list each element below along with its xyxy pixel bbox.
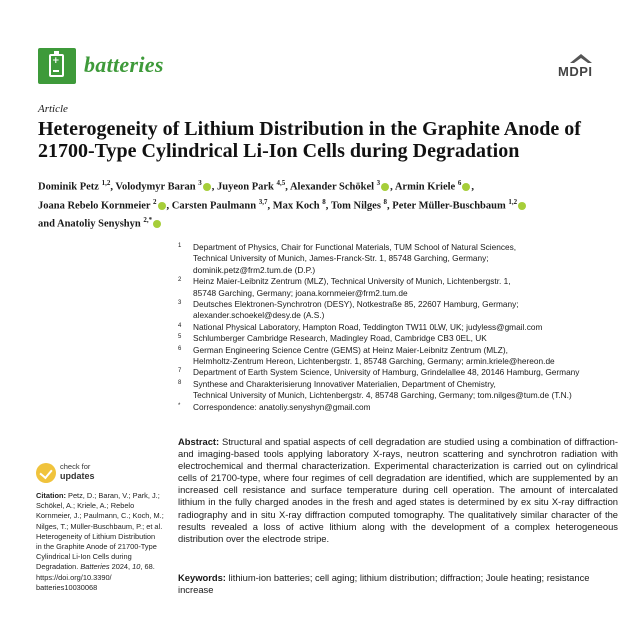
- affiliation-line: Synthese and Charakterisierung Innovativer Materialien, Department of Chemistry,: [193, 378, 496, 389]
- author-affil-sup: 3,7: [258, 197, 268, 206]
- abstract-text: Structural and spatial aspects of cell degradation are studied using a combination of diffraction-and imaging-based tools applying laboratory X-rays, neutron scattering and synchrotron radiation with electrochemical and thermal characterization. Experimental characterization is carried out on cylindrical cells of 21700-type, where four regimes of cell degradation are identified, which are supplemented by an increased cell resistance and surface temperature during cell operation. The amount of intercalated lithium in the fully charged anodes in the fresh and aged states is determined by ex situ X-ray diffraction radiography and in situ X-ray diffraction computed tomography. The qualitatively similar character of the results revealed a loss of active lithium along with the development of a complex heterogeneous distribution over the electrode stripe.: [178, 436, 618, 544]
- citation-line: Citation: Petz, D.; Baran, V.; Park, J.;: [36, 491, 160, 500]
- affiliation-item: [178, 367, 618, 378]
- affiliation-number: 4: [178, 322, 182, 329]
- affiliation-text: [193, 276, 618, 299]
- affiliation-list: [178, 242, 618, 413]
- author-affil-sup: 8: [383, 197, 388, 206]
- abstract: [178, 436, 618, 545]
- author-conjunction: and: [38, 218, 57, 230]
- publisher-logo: [556, 54, 606, 88]
- affiliation-text: [193, 322, 618, 333]
- orcid-icon[interactable]: [381, 183, 389, 191]
- author-affil-sup: 4,5: [276, 179, 286, 187]
- affiliation-line: alexander.schoekel@desy.de (A.S.): [193, 310, 325, 321]
- affiliation-text: [193, 367, 618, 378]
- affiliation-text: [193, 242, 618, 276]
- keywords-label: Keywords:: [178, 572, 226, 583]
- publisher-name: MDPI: [558, 64, 593, 79]
- orcid-icon[interactable]: [158, 202, 166, 210]
- affiliation-line: Department of Earth System Science, University of Hamburg, Grindelallee 48, 20146 Hamburg, Germany: [193, 367, 580, 378]
- affiliation-number: *: [178, 402, 181, 409]
- author-name[interactable]: Carsten Paulmann: [171, 200, 259, 211]
- citation-line: Kornmeier, J.; Paulmann, C.; Koch, M.;: [36, 511, 164, 521]
- citation-line[interactable]: https://doi.org/10.3390/: [36, 572, 112, 582]
- citation-line: Cylindrical Li-Ion Cells during: [36, 552, 132, 562]
- affiliation-line: Technical University of Munich, James-Franck-Str. 1, 85748 Garching, Germany;: [193, 253, 489, 264]
- affiliation-text: [193, 299, 618, 322]
- check-updates-badge[interactable]: [36, 461, 116, 493]
- affiliation-number: 3: [178, 300, 182, 307]
- affiliation-line: Technical University of Munich, Lichtenbergstr. 4, 85748 Garching, Germany; tom.nilges@tum.de (T.N.): [193, 390, 572, 401]
- article-type: Article: [38, 103, 68, 115]
- author-name[interactable]: Volodymyr Baran: [115, 181, 199, 193]
- affiliation-item: [178, 345, 618, 368]
- article-title: Heterogeneity of Lithium Distribution in the Graphite Anode of 21700-Type Cylindrical Li-Ion Cells during Degradation: [38, 118, 581, 162]
- citation-line: in the Graphite Anode of 21700-Type: [36, 542, 157, 552]
- author-name[interactable]: Juyeon Park: [217, 181, 277, 193]
- author-affil-sup: 1,2: [101, 179, 111, 187]
- citation-block: [36, 491, 170, 593]
- citation-line[interactable]: batteries10030068: [36, 582, 98, 592]
- keywords: [178, 572, 618, 596]
- author-separator: ,: [387, 200, 390, 211]
- citation-line: Nilges, T.; Müller-Buschbaum, P.; et al.: [36, 521, 163, 531]
- author-name[interactable]: Max Koch: [272, 200, 323, 211]
- orcid-icon[interactable]: [462, 183, 470, 191]
- orcid-icon[interactable]: [203, 183, 211, 191]
- orcid-icon[interactable]: [153, 220, 161, 228]
- check-icon: [36, 463, 56, 483]
- affiliation-item: [178, 379, 618, 402]
- author-separator: ,: [110, 181, 113, 193]
- affiliation-line: Schlumberger Cambridge Research, Madingley Road, Cambridge CB3 0EL, UK: [193, 333, 487, 344]
- affiliation-item: [178, 322, 618, 333]
- author-name[interactable]: Joana Rebelo Kornmeier: [38, 200, 153, 211]
- author-name[interactable]: Alexander Schökel: [289, 181, 377, 193]
- author-affil-sup: 8: [322, 197, 326, 206]
- affiliation-item: [178, 242, 618, 276]
- affiliation-text: [193, 345, 618, 368]
- author-separator: ,: [267, 200, 271, 211]
- author-affil-sup: 6: [457, 179, 462, 187]
- updates-line1: check for: [60, 462, 91, 471]
- author-separator: ,: [211, 181, 215, 193]
- author-affil-sup: 2,*: [143, 216, 153, 224]
- affiliation-text: [193, 402, 618, 413]
- affiliation-line: Correspondence: anatoliy.senyshyn@gmail.com: [193, 401, 371, 412]
- journal-logo-icon: +: [38, 48, 76, 84]
- author-name[interactable]: Anatoliy Senyshyn: [56, 218, 144, 230]
- author-affil-sup: 3: [198, 179, 202, 187]
- citation-line: Heterogeneity of Lithium Distribution: [36, 531, 156, 541]
- keywords-text: lithium-ion batteries; cell aging; lithium distribution; diffraction; Joule heating; resistance increase: [178, 572, 590, 596]
- author-name[interactable]: Peter Müller-Buschbaum: [392, 200, 509, 211]
- author-list: [38, 176, 618, 232]
- affiliation-item: [178, 276, 618, 299]
- author-name[interactable]: Armin Kriele: [394, 181, 458, 193]
- journal-name: batteries: [84, 52, 164, 77]
- affiliation-item: [178, 402, 618, 413]
- affiliation-number: 2: [178, 277, 182, 284]
- author-name[interactable]: Tom Nilges: [330, 200, 384, 211]
- orcid-icon[interactable]: [518, 202, 526, 210]
- affiliation-number: 5: [178, 334, 182, 341]
- affiliation-line: Heinz Maier-Leibnitz Zentrum (MLZ), Technical University of Munich, Lichtenbergstr. 1,: [193, 276, 511, 287]
- affiliation-line: Department of Physics, Chair for Functional Materials, TUM School of Natural Sciences,: [193, 242, 517, 252]
- author-separator: ,: [285, 181, 288, 193]
- author-affil-sup: 1,2: [508, 197, 518, 206]
- author-affil-sup: 2: [153, 197, 157, 206]
- affiliation-line: German Engineering Science Centre (GEMS) at Heinz Maier-Leibnitz Zentrum (MLZ),: [193, 344, 508, 355]
- citation-line: Degradation. Batteries 2024, 10, 68.: [36, 562, 155, 572]
- affiliation-number: 8: [178, 379, 182, 386]
- affiliation-line: 85748 Garching, Germany; joana.kornmeier@frm2.tum.de: [193, 287, 408, 298]
- author-separator: ,: [471, 181, 474, 193]
- affiliation-item: [178, 299, 618, 322]
- affiliation-number: 7: [178, 368, 182, 375]
- affiliation-number: 6: [178, 345, 182, 352]
- author-separator: ,: [390, 181, 393, 193]
- affiliation-line: Deutsches Elektronen-Synchrotron (DESY), Notkestraße 85, 22607 Hamburg, Germany;: [193, 299, 519, 310]
- author-separator: ,: [325, 200, 329, 211]
- affiliation-text: [193, 333, 618, 344]
- author-separator: ,: [166, 200, 170, 211]
- updates-line2: updates: [60, 471, 95, 481]
- affiliation-number: 1: [178, 243, 182, 249]
- affiliation-line: Helmholtz-Zentrum Hereon, Lichtenbergstr. 1, 85748 Garching, Germany; armin.kriele@hereon.de: [193, 356, 555, 367]
- author-name[interactable]: Dominik Petz: [38, 181, 102, 193]
- citation-line: Schökel, A.; Kriele, A.; Rebelo: [36, 501, 135, 511]
- affiliation-line: National Physical Laboratory, Hampton Road, Teddington TW11 0LW, UK; judyless@gmail.com: [193, 321, 543, 332]
- affiliation-item: [178, 333, 618, 344]
- affiliation-text: [193, 379, 618, 402]
- affiliation-line: dominik.petz@frm2.tum.de (D.P.): [193, 264, 316, 275]
- abstract-label: Abstract:: [178, 436, 220, 447]
- author-affil-sup: 3: [376, 179, 381, 187]
